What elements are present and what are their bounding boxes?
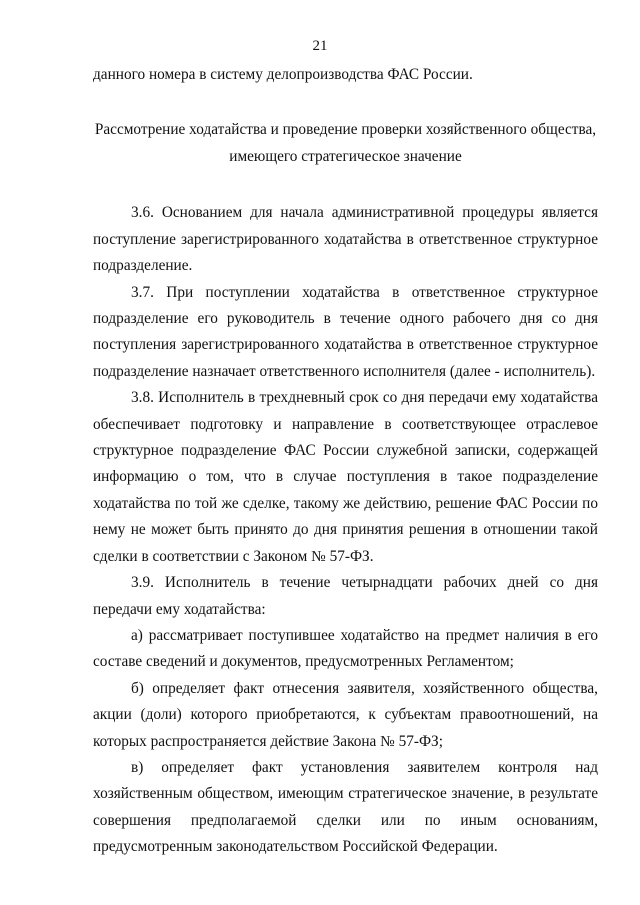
page-number: 21 xyxy=(312,38,328,54)
continuation-text: данного номера в систему делопроизводства ФАС России. xyxy=(93,66,473,83)
section-heading: Рассмотрение ходатайства и проведение проверки хозяйственного общества, имеющего стратегическое значение xyxy=(94,121,597,166)
list-item-b: б) определяет факт отнесения заявителя, хозяйственного общества, акции (доли) которого приобретаются, к субъектам правоотношений, на которых распространяется действие Закона № 57-ФЗ; xyxy=(93,679,598,750)
list-item-a: а) рассматривает поступившее ходатайство на предмет наличия в его составе сведений и документов, предусмотренных Регламентом; xyxy=(93,626,598,671)
paragraph-3-8: 3.8. Исполнитель в трехдневный срок со дня передачи ему ходатайства обеспечивает подготовку и направление в соответствующее отраслевое структурное подразделение ФАС России служебной записки, содержащей информацию о том, что в случае поступления в такое подразделение ходатайства по той же сделке, такому же действию, решение ФАС России по нему не может быть принято до дня принятия решения в отношении такой сделки в соответствии с Законом № 57-ФЗ. xyxy=(93,389,598,565)
paragraph-3-9: 3.9. Исполнитель в течение четырнадцати рабочих дней со дня передачи ему ходатайства: xyxy=(93,574,598,618)
list-item-v: в) определяет факт установления заявителем контроля над хозяйственным обществом, имеющим стратегическое значение, в результате совершения предполагаемой сделки или по иным основаниям, предусмотренным законодательством Российской Федерации. xyxy=(93,758,598,856)
paragraph-3-7: 3.7. При поступлении ходатайства в ответственное структурное подразделение его руководитель в течение одного рабочего дня со дня поступления зарегистрированного ходатайства в ответственное структурное подразделение назначает ответственного исполнителя (далее - исполнитель). xyxy=(93,283,598,380)
paragraph-3-6: 3.6. Основанием для начала административной процедуры является поступление зарегистрированного ходатайства в ответственное структурное подразделение. xyxy=(93,204,598,275)
page-content xyxy=(93,62,598,861)
